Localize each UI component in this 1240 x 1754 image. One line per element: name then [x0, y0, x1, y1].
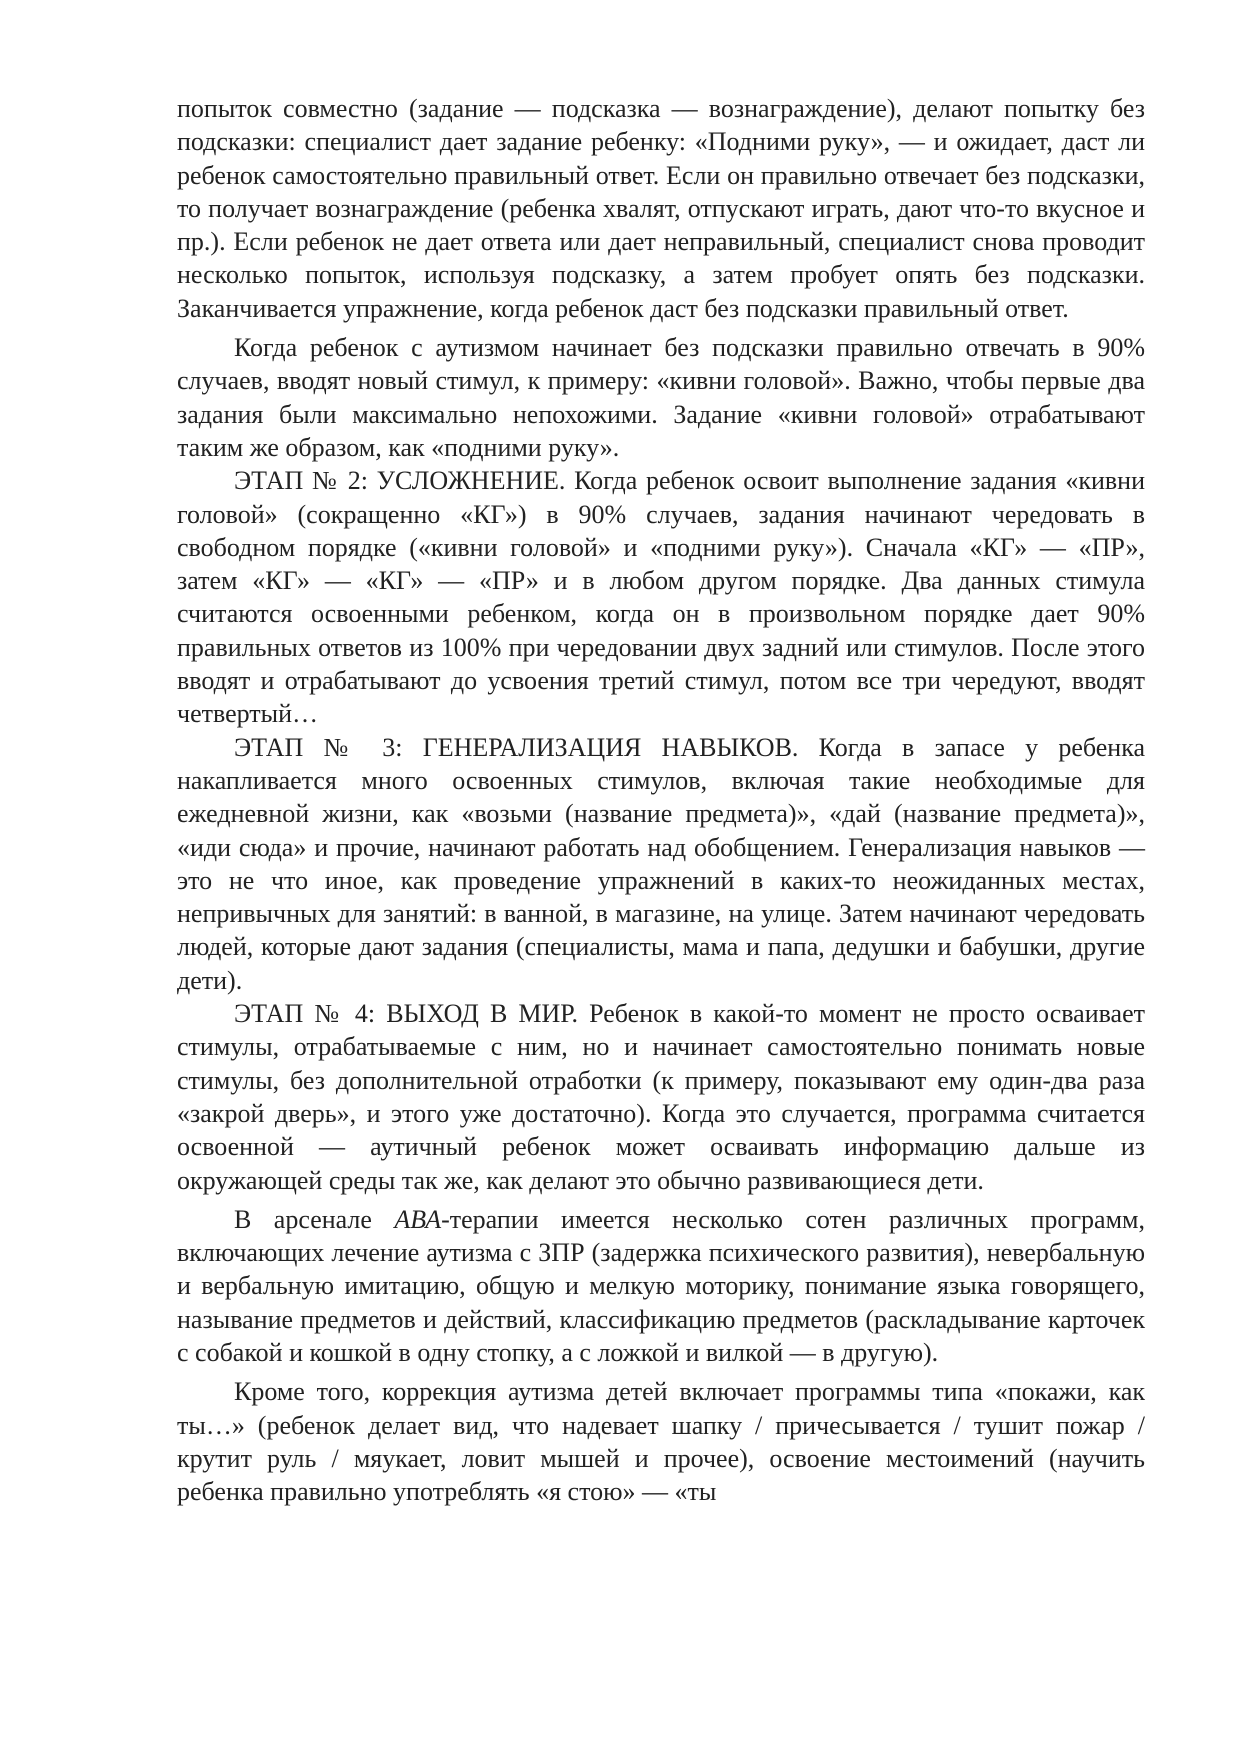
paragraph-4-stage-3: ЭТАП № 3: ГЕНЕРАЛИЗАЦИЯ НАВЫКОВ. Когда в запасе у ребенка накапливается много освоенных стимулов, включая такие необходимые для ежедневной жизни, как «возьми (название предмета)», «дай (название предмета)», «иди сюда» и прочие, начинают работать над обобщением. Генерализация навыков — это не что иное, как проведение упражнений в каких-то неожиданных местах, непривычных для занятий: в ванной, в магазине, на улице. Затем начинают чередовать людей, которые дают задания (специалисты, мама и папа, дедушки и бабушки, другие дети). [177, 732, 1145, 995]
document-page [177, 92, 1145, 1508]
paragraph-2: Когда ребенок с аутизмом начинает без подсказки правильно отвечать в 90% случаев, вводят новый стимул, к примеру: «кивни головой». Важно, чтобы первые два задания были максимально непохожими. Задание «кивни головой» отрабатывают таким же образом, как «подними руку». [177, 333, 1145, 462]
paragraph-7: Кроме того, коррекция аутизма детей включает программы типа «покажи, как ты…» (ребенок делает вид, что надевает шапку / причесывается / тушит пожар / крутит руль / мяукает, ловит мышей и прочее), освоение местоимений (научить ребенка правильно употреблять «я стою» — «ты [177, 1377, 1145, 1507]
paragraph-6 [177, 1203, 1145, 1369]
paragraph-3-stage-2: ЭТАП № 2: УСЛОЖНЕНИЕ. Когда ребенок освоит выполнение задания «кивни головой» (сокращенно «КГ») в 90% случаев, задания начинают чередовать в свободном порядке («кивни головой» и «подними руку»). Сначала «КГ» — «ПР», затем «КГ» — «КГ» — «ПР» и в любом другом порядке. Два данных стимула считаются освоенными ребенком, когда он в произвольном порядке дает 90% правильных ответов из 100% при чередовании двух задний или стимулов. После этого вводят и отрабатывают до усвоения третий стимул, потом все три чередуют, вводят четвертый… [177, 466, 1145, 729]
paragraph-5-stage-4: ЭТАП № 4: ВЫХОД В МИР. Ребенок в какой-то момент не просто осваивает стимулы, отрабатываемые с ним, но и начинает самостоятельно понимать новые стимулы, без дополнительной отработки (к примеру, показывают ему один-два раза «закрой дверь», и этого уже достаточно). Когда это случается, программа считается освоенной — аутичный ребенок может осваивать информацию дальше из окружающей среды так же, как делают это обычно развивающиеся дети. [177, 999, 1145, 1195]
aba-term: АВА [394, 1204, 442, 1234]
paragraph-6-rest: -терапии имеется несколько сотен различных программ, включающих лечение аутизма с ЗПР (задержка психического развития), невербальную и вербальную имитацию, общую и мелкую моторику, понимание языка говорящего, называние предметов и действий, классификацию предметов (раскладывание карточек с собакой и кошкой в одну стопку, а с ложкой и вилкой — в другую). [177, 1204, 1145, 1367]
paragraph-1: попыток совместно (задание — подсказка — вознаграждение), делают попытку без подсказки: специалист дает задание ребенку: «Подними руку», — и ожидает, даст ли ребенок самостоятельно правильный ответ. Если он правильно отвечает без подсказки, то получает вознаграждение (ребенка хвалят, отпускают играть, дают что-то вкусное и пр.). Если ребенок не дает ответа или дает неправильный, специалист снова проводит несколько попыток, используя подсказку, а затем пробует опять без подсказки. Заканчивается упражнение, когда ребенок даст без подсказки правильный ответ. [177, 94, 1145, 323]
paragraph-6-start: В арсенале [234, 1204, 395, 1234]
